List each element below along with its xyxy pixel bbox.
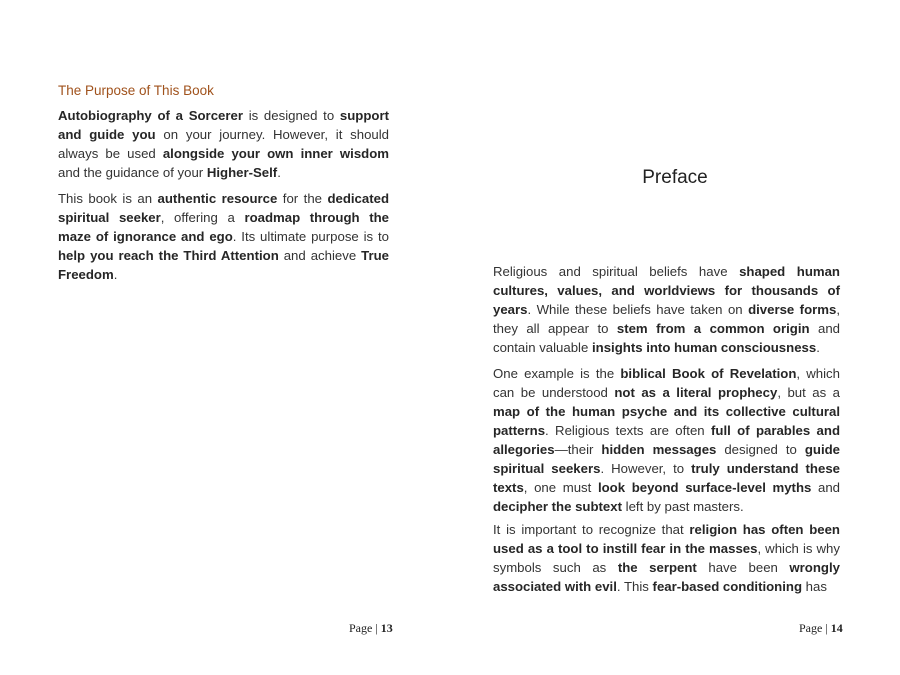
body-text: One example is the [493,366,621,381]
body-text: have been [696,560,790,575]
emphasis-text: truly understand these texts [493,461,840,495]
emphasis-text: fear-based conditioning [652,579,803,594]
paragraph [493,364,840,516]
paragraph [493,520,840,596]
body-text: on your journey. However, it should always be used [58,127,389,161]
body-text: , but as a [777,385,840,400]
body-text: . This [616,579,653,594]
right-page [450,0,900,675]
emphasis-text: authentic resource [157,191,278,206]
body-text: . [816,340,820,355]
body-text: and contain valuable [493,321,840,355]
body-text: and [811,480,840,495]
page-number [799,621,843,636]
emphasis-text: alongside your own inner wisdom [162,146,389,161]
body-text: —their [554,442,602,457]
emphasis-text: stem from a common origin [616,321,810,336]
page-number-value: 14 [830,621,843,635]
body-text: , which is why symbols such as [493,541,840,575]
body-text: and achieve [278,248,362,263]
body-text: It is important to recognize that [493,522,690,537]
emphasis-text: hidden messages [601,442,717,457]
emphasis-text: the serpent [617,560,697,575]
section-heading: The Purpose of This Book [58,83,214,98]
body-text: . [113,267,118,282]
emphasis-text: diverse forms [748,302,837,317]
body-text: . However, to [600,461,692,476]
body-text: , which can be understood [493,366,840,400]
body-text: designed to [716,442,805,457]
emphasis-text: biblical Book of Revelation [620,366,797,381]
emphasis-text: decipher the subtext [493,499,622,514]
body-text: . While these beliefs have taken on [527,302,749,317]
page-label: Page | [799,621,828,635]
emphasis-text: True Freedom [58,248,389,282]
emphasis-text: not as a literal prophecy [614,385,778,400]
page-number-value: 13 [380,621,393,635]
emphasis-text: insights into human consciousness [591,340,817,355]
body-text: , one must [523,480,598,495]
body-text: Religious and spiritual beliefs have [493,264,740,279]
paragraph [58,189,389,284]
body-text: . [277,165,281,180]
paragraph [58,106,389,182]
body-text: , they all appear to [493,302,840,336]
page-label: Page | [349,621,378,635]
emphasis-text: Autobiography of a Sorcerer [58,108,243,123]
emphasis-text: roadmap through the maze of ignorance and ego [58,210,389,244]
page-number [349,621,393,636]
body-text: is designed to [242,108,340,123]
paragraph [493,262,840,357]
emphasis-text: map of the human psyche and its collective cultural patterns [493,404,840,438]
emphasis-text: shaped human cultures, values, and worldviews for thousands of years [493,264,840,317]
body-text: , offering a [160,210,245,225]
body-text: and the guidance of your [58,165,207,180]
body-text: for the [277,191,328,206]
emphasis-text: wrongly associated with evil [493,560,840,594]
emphasis-text: look beyond surface-level myths [597,480,812,495]
body-text: . Its ultimate purpose is to [232,229,389,244]
emphasis-text: religion has often been used as a tool to instill fear in the masses [493,522,840,556]
body-text: This book is an [58,191,158,206]
body-text: . Religious texts are often [545,423,711,438]
emphasis-text: guide spiritual seekers [493,442,840,476]
emphasis-text: dedicated spiritual seeker [58,191,390,225]
emphasis-text: full of parables and allegories [493,423,841,457]
body-text: has [802,579,827,594]
body-text: left by past masters. [621,499,744,514]
emphasis-text: help you reach the Third Attention [58,248,279,263]
emphasis-text: Higher-Self [206,165,278,180]
emphasis-text: support and guide you [58,108,389,142]
chapter-title: Preface [642,167,708,188]
